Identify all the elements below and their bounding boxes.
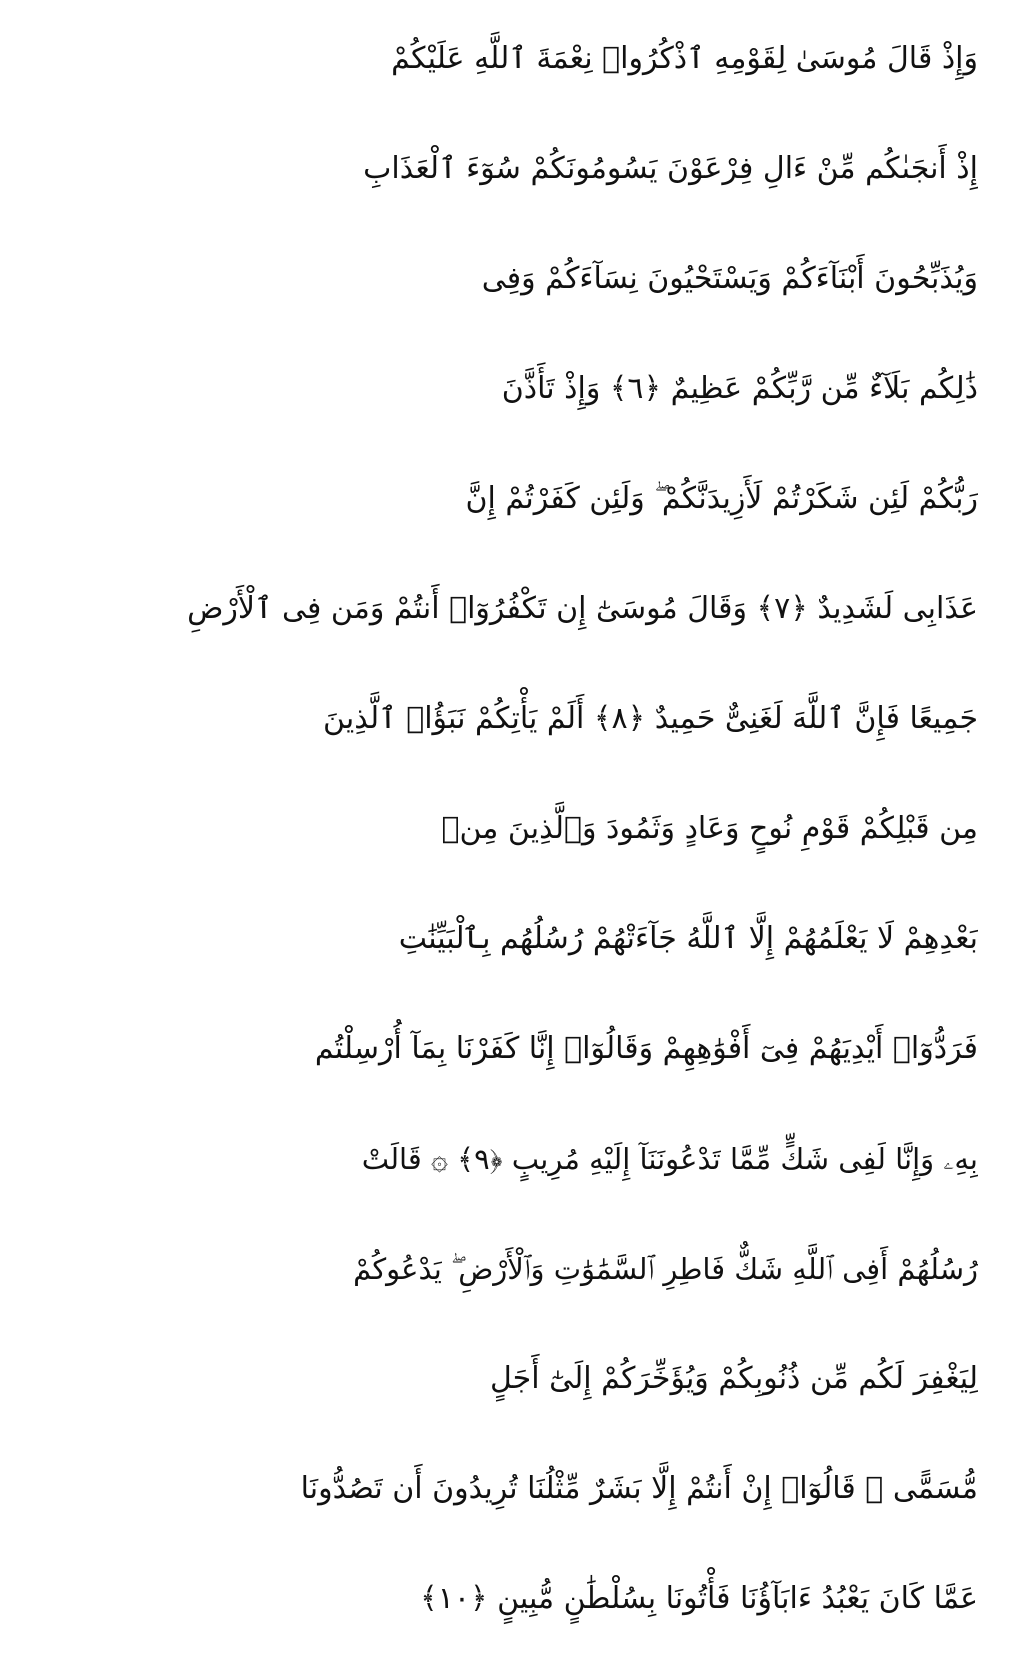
quran-line [46,1122,978,1196]
quran-line-text: وَيُذَبِّحُونَ أَبْنَآءَكُمْ وَيَسْتَحْيُونَ نِسَآءَكُمْ وَفِى [481,261,978,297]
quran-line-text: وَإِذْ قَالَ مُوسَىٰ لِقَوْمِهِ ٱذْكُرُوا۟ نِعْمَةَ ٱللَّهِ عَلَيْكُمْ [391,41,978,77]
quran-line [46,1562,978,1636]
quran-line [46,22,978,96]
quran-line [46,1342,978,1416]
quran-line-text: فَرَدُّوٓا۟ أَيْدِيَهُمْ فِىٓ أَفْوَٰهِهِمْ وَقَالُوٓا۟ إِنَّا كَفَرْنَا بِمَآ أُرْسِلْتُم [314,1031,978,1067]
quran-line [46,242,978,316]
quran-line [46,1012,978,1086]
quran-line-text: لِيَغْفِرَ لَكُم مِّن ذُنُوبِكُمْ وَيُؤَخِّرَكُمْ إِلَىٰٓ أَجَلٍ [489,1361,978,1397]
quran-line-text: رَبُّكُمْ لَئِن شَكَرْتُمْ لَأَزِيدَنَّكُمْ ۖ وَلَئِن كَفَرْتُمْ إِنَّ [465,481,978,517]
quran-line-text: عَمَّا كَانَ يَعْبُدُ ءَابَآؤُنَا فَأْتُونَا بِسُلْطَٰنٍ مُّبِينٍ ﴿١٠﴾ [420,1581,978,1617]
quran-line-text: مُّسَمًّى ۚ قَالُوٓا۟ إِنْ أَنتُمْ إِلَّا بَشَرٌ مِّثْلُنَا تُرِيدُونَ أَن تَصُدُّونَا [300,1471,978,1507]
quran-line-text: بِهِۦ وَإِنَّا لَفِى شَكٍّ مِّمَّا تَدْعُونَنَآ إِلَيْهِ مُرِيبٍ ﴿٩﴾ ۞ قَالَتْ [361,1141,978,1176]
quran-line [46,902,978,976]
quran-line [46,352,978,426]
quran-line [46,682,978,756]
quran-line-text: ذَٰلِكُم بَلَآءٌ مِّن رَّبِّكُمْ عَظِيمٌ ﴿٦﴾ وَإِذْ تَأَذَّنَ [501,371,978,407]
quran-line [46,792,978,866]
quran-line [46,132,978,206]
quran-line [46,1452,978,1526]
quran-line-text: إِذْ أَنجَىٰكُم مِّنْ ءَالِ فِرْعَوْنَ يَسُومُونَكُمْ سُوٓءَ ٱلْعَذَابِ [363,151,978,187]
quran-line [46,462,978,536]
quran-line [46,1232,978,1306]
quran-line-text: مِن قَبْلِكُمْ قَوْمِ نُوحٍ وَعَادٍ وَثَمُودَ وَٱلَّذِينَ مِنۢ [441,811,978,847]
quran-line-text: بَعْدِهِمْ لَا يَعْلَمُهُمْ إِلَّا ٱللَّهُ جَآءَتْهُمْ رُسُلُهُم بِٱلْبَيِّنَٰتِ [398,921,978,957]
quran-line [46,572,978,646]
quran-line-text: عَذَابِى لَشَدِيدٌ ﴿٧﴾ وَقَالَ مُوسَىٰٓ إِن تَكْفُرُوٓا۟ أَنتُمْ وَمَن فِى ٱلْأَرْضِ [187,591,978,627]
quran-line-text: رُسُلُهُمْ أَفِى ٱللَّهِ شَكٌّ فَاطِرِ ٱلسَّمَٰوَٰتِ وَٱلْأَرْضِ ۖ يَدْعُوكُمْ [353,1251,978,1286]
quran-line-text: جَمِيعًا فَإِنَّ ٱللَّهَ لَغَنِىٌّ حَمِيدٌ ﴿٨﴾ أَلَمْ يَأْتِكُمْ نَبَؤُا۟ ٱلَّذِينَ [323,701,978,737]
